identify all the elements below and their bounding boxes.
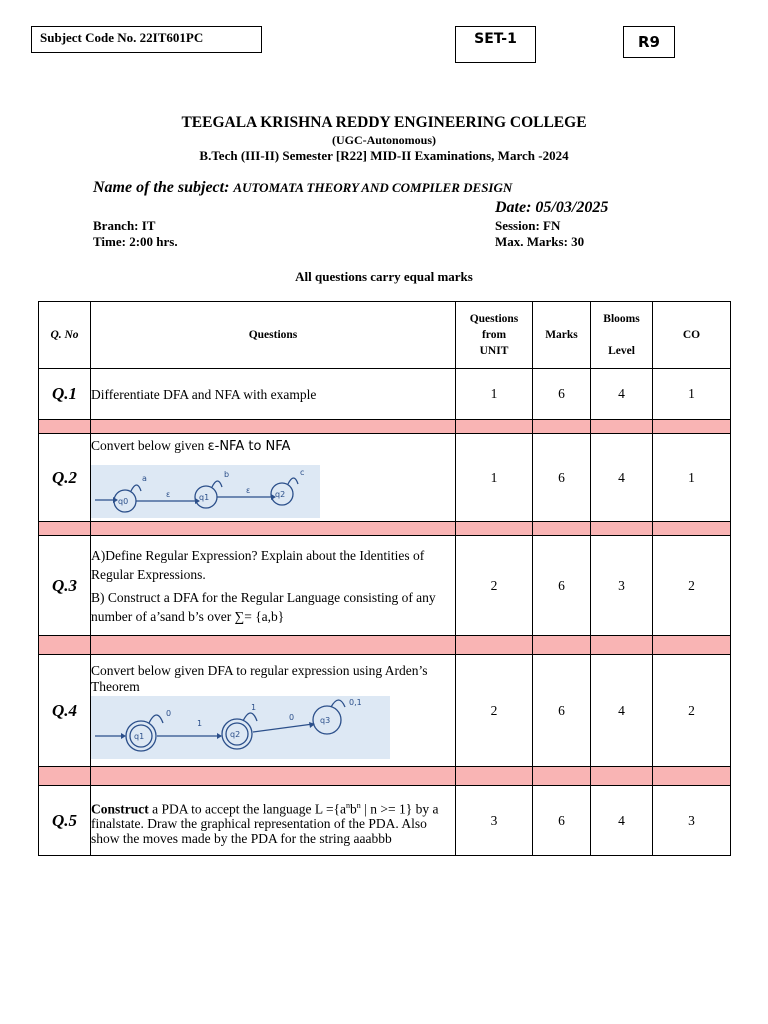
table-header-row [39, 302, 731, 369]
marks-cell: 6 [533, 786, 591, 856]
subject-name: AUTOMATA THEORY AND COMPILER DESIGN [233, 180, 513, 195]
question-row [39, 655, 731, 767]
blooms-cell: 4 [591, 786, 653, 856]
loop-label-a: a [142, 474, 147, 483]
question-text-part: | n >= 1} by a finalstate. Draw the graphical representation of the PDA. Also show the moves made by the PDA for the string aaabbb [91, 801, 439, 846]
loop-label-b: b [224, 470, 230, 479]
header-qno: Q. No [39, 302, 91, 369]
blooms-cell: 4 [591, 369, 653, 420]
header-blooms-2: Level [608, 345, 635, 357]
state-q0: q0 [118, 497, 129, 506]
separator-row [39, 522, 731, 536]
exam-title: B.Tech (III-II) Semester [R22] MID-II Examinations, March -2024 [199, 148, 569, 163]
blooms-cell: 4 [591, 434, 653, 522]
header-unit-2: from [481, 329, 507, 341]
question-row [39, 786, 731, 856]
set-label: SET-1 [474, 31, 517, 47]
loop-label-c: c [300, 468, 305, 477]
co-cell: 1 [653, 434, 731, 522]
marks-cell: 6 [533, 536, 591, 636]
max-marks: Max. Marks: 30 [495, 234, 585, 249]
co-cell: 3 [653, 786, 731, 856]
question-part-b: B) Construct a DFA for the Regular Language consisting of any number of a’sand b’s over ∑= {a,b} [91, 589, 436, 624]
header-questions: Questions [91, 302, 456, 369]
state-q1: q1 [199, 493, 210, 502]
superscript: n [346, 801, 351, 810]
header-unit-3: UNIT [479, 345, 509, 357]
question-text [91, 786, 456, 856]
separator-row [39, 767, 731, 786]
co-cell: 1 [653, 369, 731, 420]
blooms-cell: 4 [591, 655, 653, 767]
question-text [91, 536, 456, 636]
subject-code-box [31, 26, 262, 53]
unit-cell: 3 [456, 786, 533, 856]
header-unit-1: Questions [469, 313, 519, 325]
state-q2: q2 [230, 729, 241, 739]
state-q3: q3 [320, 715, 331, 725]
college-status: (UGC-Autonomous) [331, 133, 436, 147]
marks-cell: 6 [533, 369, 591, 420]
header-blooms [591, 302, 653, 369]
superscript: n [356, 801, 361, 810]
question-text-bold: Construct [91, 801, 149, 817]
separator-row [39, 420, 731, 434]
state-q1: q1 [134, 731, 145, 741]
subject-line [93, 179, 512, 197]
unit-cell: 2 [456, 536, 533, 636]
dfa-diagram [91, 696, 390, 759]
marks-cell: 6 [533, 434, 591, 522]
header-unit [456, 302, 533, 369]
blooms-cell: 3 [591, 536, 653, 636]
question-row [39, 369, 731, 420]
branch: Branch: IT [93, 218, 156, 233]
question-text [91, 655, 456, 767]
unit-cell: 1 [456, 434, 533, 522]
question-row [39, 434, 731, 522]
loop-label-01: 0,1 [349, 697, 362, 707]
question-number: Q.3 [39, 536, 91, 636]
instruction: All questions carry equal marks [295, 269, 473, 284]
question-text-part: Convert below given [91, 438, 208, 453]
question-number: Q.5 [39, 786, 91, 856]
trans-label-0: 0 [289, 712, 295, 722]
state-q2: q2 [275, 490, 286, 499]
subject-code: Subject Code No. 22IT601PC [40, 30, 204, 45]
regulation-box [623, 26, 675, 58]
co-cell: 2 [653, 655, 731, 767]
loop-label-0: 0 [166, 708, 172, 718]
header-blooms-1: Blooms [603, 313, 640, 325]
trans-label-1: 1 [197, 718, 203, 728]
co-cell: 2 [653, 536, 731, 636]
marks-cell: 6 [533, 655, 591, 767]
subject-label: Name of the subject: [93, 179, 230, 196]
set-box [455, 26, 536, 63]
question-text-part: ε-NFA to NFA [207, 439, 291, 454]
unit-cell: 1 [456, 369, 533, 420]
loop-label-1: 1 [251, 702, 257, 712]
question-text-line: Convert below given DFA to regular expression using Arden’s Theorem [91, 662, 428, 694]
question-number: Q.4 [39, 655, 91, 767]
question-text [91, 434, 456, 522]
session: Session: FN [495, 218, 561, 233]
question-text: Differentiate DFA and NFA with example [91, 369, 456, 420]
college-name: TEEGALA KRISHNA REDDY ENGINEERING COLLEGE [181, 114, 587, 131]
question-row [39, 536, 731, 636]
separator-row [39, 636, 731, 655]
header-marks: Marks [533, 302, 591, 369]
trans-label-eps-1: ε [166, 490, 171, 499]
enfa-diagram [91, 465, 320, 518]
question-number: Q.1 [39, 369, 91, 420]
exam-date: Date: 05/03/2025 [495, 199, 609, 216]
question-text-part: b [350, 801, 357, 817]
question-number: Q.2 [39, 434, 91, 522]
time: Time: 2:00 hrs. [93, 234, 178, 249]
question-part-a: A)Define Regular Expression? Explain about the Identities of Regular Expressions. [91, 547, 425, 582]
question-text-part: a PDA to accept the language L ={a [148, 801, 347, 817]
header-co: CO [653, 302, 731, 369]
question-table [38, 301, 731, 856]
trans-label-eps-2: ε [246, 486, 251, 495]
unit-cell: 2 [456, 655, 533, 767]
regulation-label: R9 [638, 33, 660, 51]
